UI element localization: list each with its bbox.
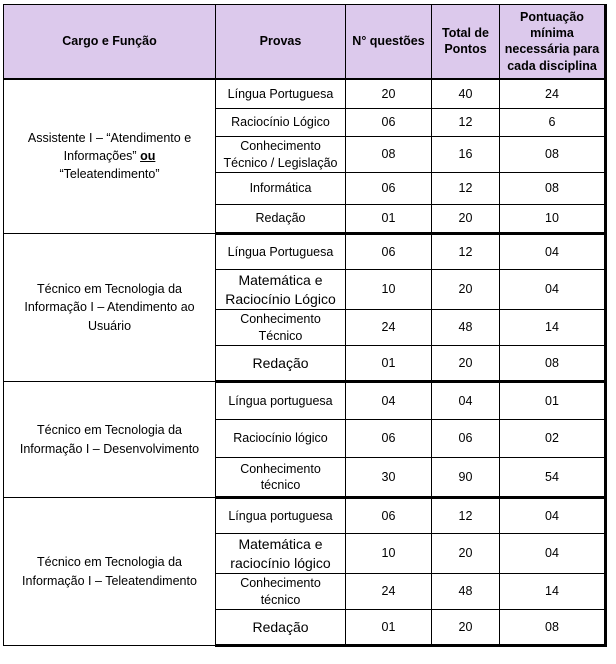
total-cell: 20 xyxy=(432,270,500,310)
cargo-cell: Técnico em Tecnologia da Informação I – Desenvolvimento xyxy=(4,382,216,498)
questoes-cell: 30 xyxy=(346,458,432,498)
minimo-cell: 08 xyxy=(500,137,606,173)
prova-cell: Redação xyxy=(216,346,346,382)
header-pontuacao: Pontuação mínima necessária para cada disciplina xyxy=(500,5,606,79)
prova-cell: Raciocínio Lógico xyxy=(216,109,346,137)
header-total: Total de Pontos xyxy=(432,5,500,79)
minimo-cell: 08 xyxy=(500,346,606,382)
table-row xyxy=(4,498,606,534)
prova-cell: Conhecimento técnico xyxy=(216,458,346,498)
minimo-cell: 08 xyxy=(500,610,606,646)
questoes-cell: 20 xyxy=(346,79,432,109)
group-desenvolvimento xyxy=(4,382,606,498)
questoes-cell: 06 xyxy=(346,109,432,137)
total-cell: 20 xyxy=(432,534,500,574)
prova-cell: Conhecimento Técnico / Legislação xyxy=(216,137,346,173)
table-row xyxy=(4,79,606,109)
questoes-cell: 06 xyxy=(346,173,432,205)
total-cell: 06 xyxy=(432,420,500,458)
minimo-cell: 04 xyxy=(500,270,606,310)
questoes-cell: 06 xyxy=(346,234,432,270)
minimo-cell: 02 xyxy=(500,420,606,458)
minimo-cell: 04 xyxy=(500,534,606,574)
group-atendimento-usuario xyxy=(4,234,606,382)
questoes-cell: 06 xyxy=(346,498,432,534)
prova-cell: Língua portuguesa xyxy=(216,498,346,534)
prova-cell: Redação xyxy=(216,205,346,234)
minimo-cell: 04 xyxy=(500,498,606,534)
cargo-cell: Técnico em Tecnologia da Informação I – Atendimento ao Usuário xyxy=(4,234,216,382)
questoes-cell: 06 xyxy=(346,420,432,458)
prova-cell: Conhecimento técnico xyxy=(216,574,346,610)
prova-cell: Conhecimento Técnico xyxy=(216,310,346,346)
cargo-cell: Assistente I – “Atendimento e Informações” ou “Teleatendimento” xyxy=(4,79,216,234)
questoes-cell: 10 xyxy=(346,534,432,574)
questoes-cell: 24 xyxy=(346,310,432,346)
minimo-cell: 6 xyxy=(500,109,606,137)
prova-cell: Informática xyxy=(216,173,346,205)
questoes-cell: 01 xyxy=(346,205,432,234)
total-cell: 16 xyxy=(432,137,500,173)
minimo-cell: 14 xyxy=(500,310,606,346)
header-cargo: Cargo e Função xyxy=(4,5,216,79)
total-cell: 04 xyxy=(432,382,500,420)
prova-cell: Matemática e raciocínio lógico xyxy=(216,534,346,574)
total-cell: 12 xyxy=(432,173,500,205)
questoes-cell: 04 xyxy=(346,382,432,420)
questoes-cell: 01 xyxy=(346,346,432,382)
minimo-cell: 08 xyxy=(500,173,606,205)
table-row xyxy=(4,234,606,270)
total-cell: 20 xyxy=(432,610,500,646)
header-row xyxy=(4,5,606,79)
prova-cell: Redação xyxy=(216,610,346,646)
minimo-cell: 04 xyxy=(500,234,606,270)
total-cell: 20 xyxy=(432,346,500,382)
minimo-cell: 14 xyxy=(500,574,606,610)
total-cell: 40 xyxy=(432,79,500,109)
questoes-cell: 24 xyxy=(346,574,432,610)
prova-cell: Língua portuguesa xyxy=(216,382,346,420)
minimo-cell: 54 xyxy=(500,458,606,498)
total-cell: 48 xyxy=(432,310,500,346)
prova-cell: Matemática e Raciocínio Lógico xyxy=(216,270,346,310)
questoes-cell: 08 xyxy=(346,137,432,173)
total-cell: 12 xyxy=(432,234,500,270)
header-questoes: N° questões xyxy=(346,5,432,79)
total-cell: 90 xyxy=(432,458,500,498)
total-cell: 20 xyxy=(432,205,500,234)
questoes-cell: 01 xyxy=(346,610,432,646)
cargo-cell: Técnico em Tecnologia da Informação I – Teleatendimento xyxy=(4,498,216,646)
total-cell: 48 xyxy=(432,574,500,610)
exam-scoring-table xyxy=(3,4,607,647)
total-cell: 12 xyxy=(432,109,500,137)
header-provas: Provas xyxy=(216,5,346,79)
group-assistente xyxy=(4,79,606,234)
prova-cell: Raciocínio lógico xyxy=(216,420,346,458)
minimo-cell: 10 xyxy=(500,205,606,234)
ou-emphasis: ou xyxy=(140,149,156,164)
prova-cell: Língua Portuguesa xyxy=(216,234,346,270)
questoes-cell: 10 xyxy=(346,270,432,310)
total-cell: 12 xyxy=(432,498,500,534)
minimo-cell: 24 xyxy=(500,79,606,109)
prova-cell: Língua Portuguesa xyxy=(216,79,346,109)
table-row xyxy=(4,382,606,420)
group-teleatendimento xyxy=(4,498,606,646)
minimo-cell: 01 xyxy=(500,382,606,420)
